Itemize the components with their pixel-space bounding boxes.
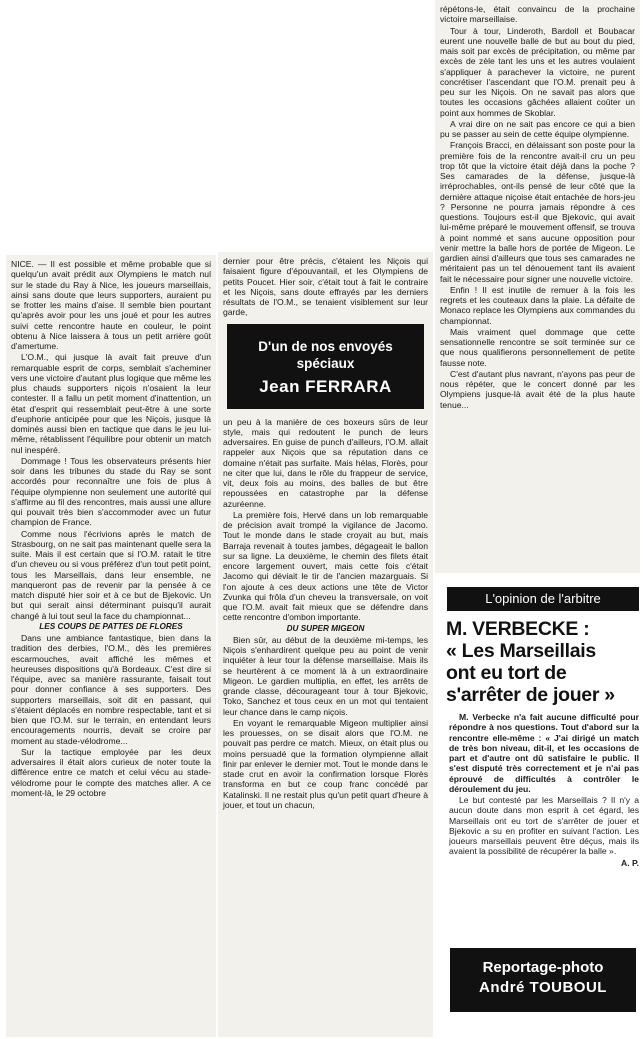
article-paragraph: M. Verbecke n'a fait aucune difficulté pour répondre à nos questions. Tout d'abord sur la rencontre elle-même : « J'ai dirigé un match de très bon niveau, dit-il, et les occasions de part et d'autre ont dû satisfaire le public. Il s'est disputé très correctement et je n'ai pas éprouvé de difficultés à contrôler le déroulement du jeu. [449,712,639,794]
headline-line: M. VERBECKE : [446,618,590,640]
referee-headline [446,618,640,706]
article-paragraph: Bien sûr, au début de la deuxième mi-temps, les Niçois s'enhardirent quelque peu au point de venir inquiéter à leur tour la défense marseillaise. Mais ils se heurtèrent à ce moment là à un extraordinaire Migeon. Le gardien multiplia, en effet, les arrêts de grande classe, décourageant tour à tour Bjekovic, Toko, Sanchez et tous ceux en un mot qui tentaient leur chance dans le camp niçois. [223,634,428,717]
article-column-1 [6,255,216,1037]
article-paragraph: dernier pour être précis, c'étaient les Niçois qui faisaient figure d'épouvantail, et les Olympiens de petits Poucet. Hier soir, c'était tout à fait le contraire et les Niçois, sans doute effrayés par les derniers résultats de l'O.M., se tenaient visiblement sur leur garde, [223,256,428,318]
byline-box [227,324,424,409]
article-paragraph: Tour à tour, Linderoth, Bardoll et Boubacar eurent une nouvelle balle de but au bout du pied, mais soit par excès de précipitation, ou même par excès de zèle tant les uns et les autres voulaient s'appliquer à parachever la victoire, ne purent concrétiser l'ascendant que l'O.M. prenait peu à peu sur les Niçois. On ne savait pas alors que toutes les occasions gâchées allaient coûter un point aux hommes de Skoblar. [440,25,635,118]
article-paragraph: A vrai dire on ne sait pas encore ce qui a bien pu se passer au sein de cette équipe olympienne. [440,118,635,139]
photo-credit-box [450,948,636,1012]
article-paragraph: Comme nous l'écrivions après le match de Strasbourg, on ne sait pas maintenant quelle sera la suite. Mais il est certain que si l'O.M. ratait le titre d'un cheveu ou si vous préférez d'un tout petit point, tous les Marseillais, dans leur ensemble, ne manqueront pas de revenir par la pensée à ce match disputé hier soir et à ce but de Bjekovic. Un but qui serait ainsi déterminant puisqu'il aurait changé à lui tout seul la face du championnat... [11,528,211,621]
headline-line: s'arrêter de jouer » [446,684,615,706]
article-paragraph: En voyant le remarquable Migeon multiplier ainsi les prouesses, on se disait alors que l'O.M. ne pouvait pas perdre ce match. Mieux, on était plus ou moins persuadé que la formation olympienne allait finir par enlever le dernier mot. Tout le monde dans le stade crut en avoir la confirmation lorsque Florès transforma en but ce coup franc concédé par Katalinski. Il ne restait plus qu'un petit quart d'heure à jouer, et tout un chacun, [223,717,428,810]
article-paragraph: NICE. — Il est possible et même probable que si quelqu'un avait prédit aux Olympiens le match nul sur le stade du Ray à Nice, les joueurs marseillais, ainsi sans doute que leurs supporters, auraient pu se frotter les mains d'aise. Il semble bien pourtant qu'après avoir pour les uns joué et pour les autres suivi cette rencontre haute en couleur, le point obtenu à Nice laissera à tous un petit arrière goût d'amertume. [11,259,211,351]
article-paragraph: répétons-le, était convaincu de la prochaine victoire marseillaise. [440,4,635,25]
article-paragraph: Enfin ! Il est inutile de remuer à la fois les regrets et les couteaux dans la plaie. La défaite de Monaco replace les Olympiens aux commandes du championnat. [440,284,635,326]
article-paragraph: Dommage ! Tous les observateurs présents hier soir dans les tribunes du stade du Ray se sont accordés pour reconnaître une fois de plus à l'équipe olympienne non seulement une autorité qui s'affirme au fil des rencontres, mais aussi une allure qui pouvait très bien s'accommoder avec un futur champion de France. [11,455,211,528]
article-paragraph: Sur la tactique employée par les deux adversaires il était alors curieux de noter toute la différence entre ce match et celui vécu au stade-vélodrome pour le compte des matches aller. A ce moment-là, le 29 octobre [11,746,211,798]
author-initials: A. P. [621,857,639,868]
referee-article [449,712,639,940]
article-column-3 [435,0,640,573]
section-subhead: DU SUPER MIGEON [286,623,365,633]
article-paragraph: un peu à la manière de ces boxeurs sûrs de leur style, mais qui redoutent le punch de leurs adversaires. En guise de punch d'ailleurs, l'O.M. allait rappeler aux Niçois que sa réputation dans ce domaine n'était pas surfaite. Mais hélas, Florès, pour ne citer que lui, dans le rôle du frappeur de service, vit, deux fois au moins, des balles de but être repoussées en catastrophe par la défense azuréenne. [223,416,428,509]
photo-credit-label: Reportage-photo [482,959,604,976]
headline-line: « Les Marseillais [446,640,596,662]
article-paragraph: Dans une ambiance fantastique, bien dans la tradition des derbies, l'O.M., dès les premières escarmouches, avait affiché les mêmes et heureuses dispositions qu'à Bordeaux. C'est dire si l'équipe, avec sa manière rassurante, faisait tout pour donner confiance à ses supporters. Des supporters marseillais, soit dit en passant, qui s'étaient déplacés en nombre respectable, tant et si bien que l'O.M. sur le terrain, en entendant leurs encouragements nourris, devait se croire par moment au stade-vélodrome... [11,633,211,746]
referee-opinion-banner: L'opinion de l'arbitre [447,587,639,611]
section-subhead: LES COUPS DE PATTES DE FLORES [39,621,183,631]
byline-label-line1: D'un de nos envoyés [258,338,393,354]
article-paragraph: L'O.M., qui jusque là avait fait preuve d'un remarquable esprit de corps, semblait s'acheminer vers une victoire d'autant plus logique que même les plus chauds supporters niçois n'osaient la leur contester. Il a fallu un petit moment d'inattention, un état d'esprit qui ressemblait peut-être à une sorte d'euphorie anticipée pour que les Niçois, jusque là dominés aussi bien en tactique que dans le jeu lui-même, rétablissent l'équilibre pour obtenir un match nul inespéré. [11,352,211,455]
photo-credit-name: André TOUBOUL [479,979,607,996]
article-paragraph: Le but contesté par les Marseillais ? Il n'y a aucun doute dans mon esprit à cet égard, les Marseillais ont eu tort de s'arrêter de jouer et Bjekovic a su en profiter en suivant l'action. Les joueurs marseillais peuvent être déçus, mais ils avaient la possibilité de récupérer la balle ». [449,795,639,857]
article-paragraph: C'est d'autant plus navrant, n'ayons pas peur de nous répéter, que le concert donné par les Olympiens jusque-là avait été de la plus haute tenue... [440,368,635,410]
byline-author: Jean FERRARA [259,376,392,396]
headline-line: ont eu tort de [446,662,567,684]
article-paragraph: François Bracci, en délaissant son poste pour la première fois de la rencontre avait-il cru un peu trop tôt que la victoire était déjà dans la poche ? Ses camarades de la défense, jusque-là irréprochables, ont-ils pensé de leur côté que la dernière attaque niçoise était entachée de hors-jeu ? Personne ne pourra jamais répondre à ces questions. Toujours est-il que Bjekovic, qui avait lui-même préparé le mouvement offensif, se trouva à point nommé et sans aucune opposition pour venir mettre la balle hors de portée de Migeon. Le gardien ainsi d'ailleurs que tous ses camarades ne méritaient pas un tel dénouement tant ils avaient fait le nécessaire pour signer une nouvelle victoire. [440,140,635,284]
byline-label-line2: spéciaux [296,355,355,371]
article-paragraph: La première fois, Hervé dans un lob remarquable de précision avait trompé la vigilance de Jacomo. Tout le monde dans le stade croyait au but, mais Barraja revenait à toutes jambes, dégageait le ballon sur sa ligne. La deuxième, le chemin des filets était encore largement ouvert, mais cette fois c'était Jacomo qui déviait le tir de l'ancien mazarguais. Si l'on ajoute à ces deux actions une tête de Victor Zvunka qui frôla d'un cheveu la transversale, on voit que l'O.M. avait fait mieux que se défendre dans cette rencontre d'ombon importante. [223,509,428,623]
article-paragraph: Mais vraiment quel dommage que cette sensationnelle rencontre se soit terminée sur ce que nous qualifierons personnellement de petite fausse note. [440,326,635,368]
article-column-2 [218,252,433,1037]
